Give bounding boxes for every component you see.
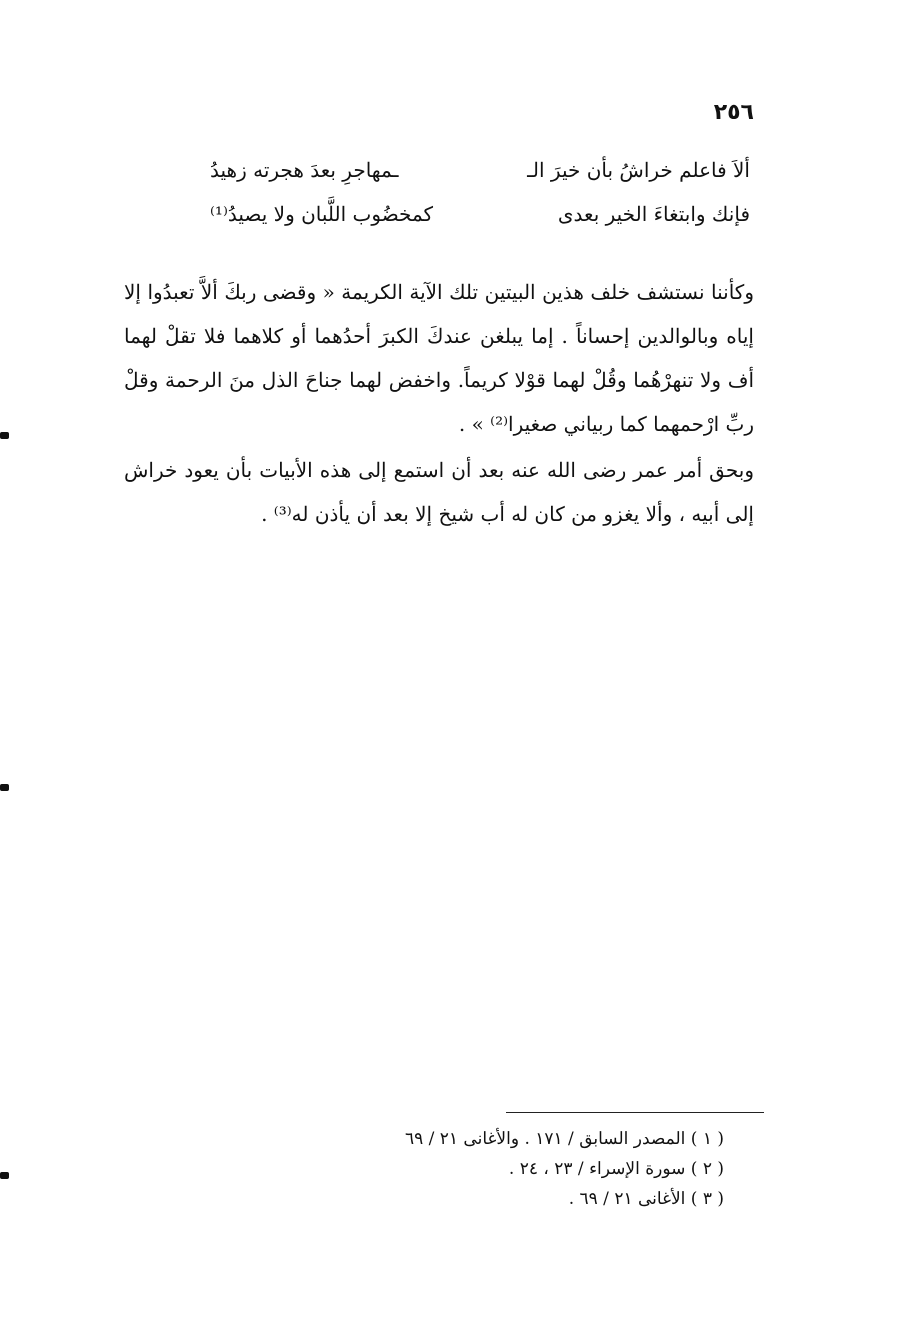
footnote-3: ( ٣ ) الأغانى ٢١ / ٦٩ .: [568, 1189, 724, 1209]
scan-artifact-mark: [0, 1172, 9, 1179]
verse-2-first-hemistich: فإنك وابتغاءَ الخير بعدى: [557, 202, 750, 226]
scan-artifact-mark: [0, 784, 9, 791]
footnote-1: ( ١ ) المصدر السابق / ١٧١ . والأغانى ٢١ / ٦٩: [404, 1129, 724, 1149]
footnote-divider: [506, 1112, 764, 1113]
paragraph-umar-ruling: وبحق أمر عمر رضى الله عنه بعد أن استمع إلى هذه الأبيات بأن يعود خراش إلى أبيه ، وألا يغزو من كان له أب شيخ إلا بعد أن يأذن له⁽³⁾ .: [124, 458, 754, 526]
paragraph-quran-verse: وكأننا نستشف خلف هذين البيتين تلك الآية الكريمة « وقضى ربكَ ألاَّ تعبدُوا إلا إياه وبالوالدين إحساناً . إما يبلغن عندكَ الكبرَ أحدُهما أو كلاهما فلا تقلْ لهما أف ولا تنهرْهُما وقُلْ لهما قوْلا كريماً. واخفض لهما جناحَ الذل منَ الرحمة وقلْ ربِّ ارْحمهما كما ربياني صغيرا⁽²⁾ » .: [124, 280, 754, 436]
verse-1-second-hemistich: ـمهاجرِ بعدَ هجرته زهيدُ: [210, 158, 399, 182]
page-number: ٢٥٦: [713, 100, 754, 125]
footnote-2: ( ٢ ) سورة الإسراء / ٢٣ ، ٢٤ .: [508, 1159, 724, 1179]
verse-1-first-hemistich: ألاَ فاعلم خراشُ بأن خيرَ الـ: [527, 158, 750, 182]
footnotes: [324, 1124, 724, 1214]
verse-2-second-hemistich: كمخضُوب اللَّبان ولا يصيدُ⁽¹⁾: [210, 202, 434, 226]
poem-verse-2: [210, 202, 750, 226]
scan-artifact-mark: [0, 432, 9, 439]
poem-verse-1: [210, 158, 750, 182]
